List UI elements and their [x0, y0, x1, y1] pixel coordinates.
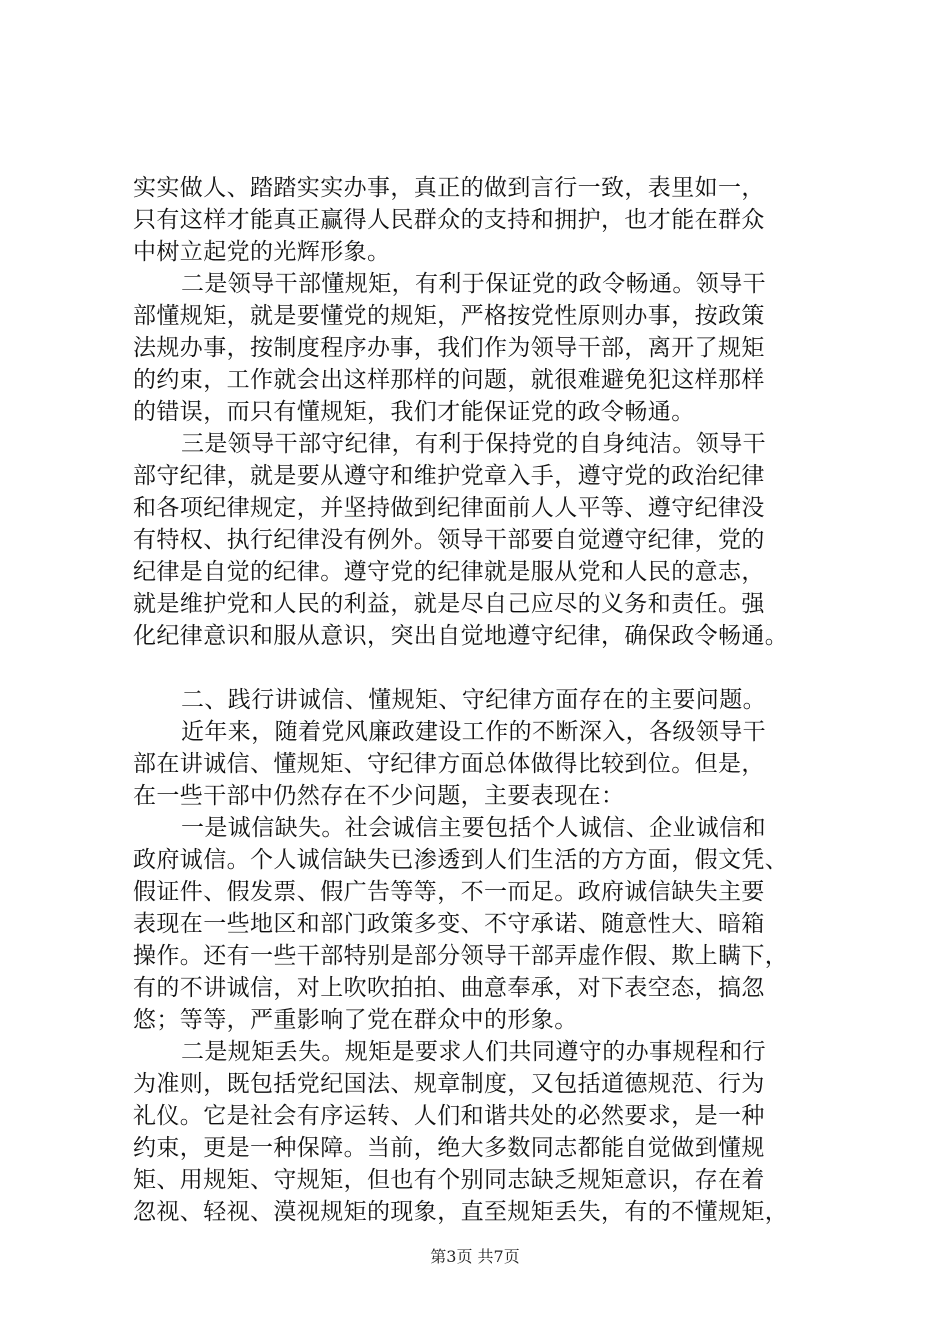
- text-line: 二是规矩丢失。规矩是要求人们共同遵守的办事规程和行: [181, 1039, 766, 1065]
- text-line: 表现在一些地区和部门政策多变、不守承诺、随意性大、暗箱: [133, 911, 765, 937]
- text-line: 就是维护党和人民的利益，就是尽自己应尽的义务和责任。强: [133, 591, 765, 617]
- page-footer: [0, 1247, 950, 1267]
- text-line: 中树立起党的光辉形象。: [133, 239, 391, 265]
- text-line: 约束，更是一种保障。当前，绝大多数同志都能自觉做到懂规: [133, 1135, 765, 1161]
- text-line: 的约束，工作就会出这样那样的问题，就很难避免犯这样那样: [133, 367, 765, 393]
- text-line: 假证件、假发票、假广告等等，不一而足。政府诚信缺失主要: [133, 879, 765, 905]
- text-line: 忽视、轻视、漠视规矩的现象，直至规矩丢失，有的不懂规矩，: [133, 1199, 789, 1225]
- text-line: 二、践行讲诚信、懂规矩、守纪律方面存在的主要问题。: [181, 687, 766, 713]
- section-heading: [133, 684, 853, 716]
- text-line: 礼仪。它是社会有序运转、人们和谐共处的必然要求，是一种: [133, 1103, 765, 1129]
- text-line: 有的不讲诚信，对上吹吹拍拍、曲意奉承，对下表空态，搞忽: [133, 975, 765, 1001]
- text-line: 部在讲诚信、懂规矩、守纪律方面总体做得比较到位。但是，: [133, 751, 765, 777]
- text-line: 一是诚信缺失。社会诚信主要包括个人诚信、企业诚信和: [181, 815, 766, 841]
- text-line: 的错误，而只有懂规矩，我们才能保证党的政令畅通。: [133, 399, 695, 425]
- text-line: 二是领导干部懂规矩，有利于保证党的政令畅通。领导干: [181, 271, 766, 297]
- text-line: 矩、用规矩、守规矩，但也有个别同志缺乏规矩意识，存在着: [133, 1167, 765, 1193]
- text-line: 部守纪律，就是要从遵守和维护党章入手，遵守党的政治纪律: [133, 463, 765, 489]
- text-line: 实实做人、踏踏实实办事，真正的做到言行一致，表里如一，: [133, 175, 765, 201]
- text-line: 只有这样才能真正赢得人民群众的支持和拥护，也才能在群众: [133, 207, 765, 233]
- document-body: [133, 172, 853, 1228]
- paragraph: [133, 716, 853, 812]
- text-line: 部懂规矩，就是要懂党的规矩，严格按党性原则办事，按政策: [133, 303, 765, 329]
- paragraph: [133, 172, 853, 268]
- text-line: 有特权、执行纪律没有例外。领导干部要自觉遵守纪律，党的: [133, 527, 765, 553]
- text-line: 政府诚信。个人诚信缺失已渗透到人们生活的方方面，假文凭、: [133, 847, 789, 873]
- paragraph: [133, 268, 853, 428]
- text-line: 操作。还有一些干部特别是部分领导干部弄虚作假、欺上瞒下，: [133, 943, 789, 969]
- text-line: 法规办事，按制度程序办事，我们作为领导干部，离开了规矩: [133, 335, 765, 361]
- paragraph: [133, 1036, 853, 1228]
- text-line: 为准则，既包括党纪国法、规章制度，又包括道德规范、行为: [133, 1071, 765, 1097]
- text-line: 悠；等等，严重影响了党在群众中的形象。: [133, 1007, 578, 1033]
- text-line: 在一些干部中仍然存在不少问题，主要表现在：: [133, 783, 625, 809]
- text-line: 和各项纪律规定，并坚持做到纪律面前人人平等、遵守纪律没: [133, 495, 765, 521]
- paragraph: [133, 428, 853, 652]
- paragraph: [133, 812, 853, 1036]
- text-line: 纪律是自觉的纪律。遵守党的纪律就是服从党和人民的意志，: [133, 559, 765, 585]
- text-line: 三是领导干部守纪律，有利于保持党的自身纯洁。领导干: [181, 431, 766, 457]
- text-line: 近年来，随着党风廉政建设工作的不断深入，各级领导干: [181, 719, 766, 745]
- page-number-label: 第3页 共7页: [430, 1247, 520, 1266]
- text-line: 化纪律意识和服从意识，突出自觉地遵守纪律，确保政令畅通。: [133, 623, 789, 649]
